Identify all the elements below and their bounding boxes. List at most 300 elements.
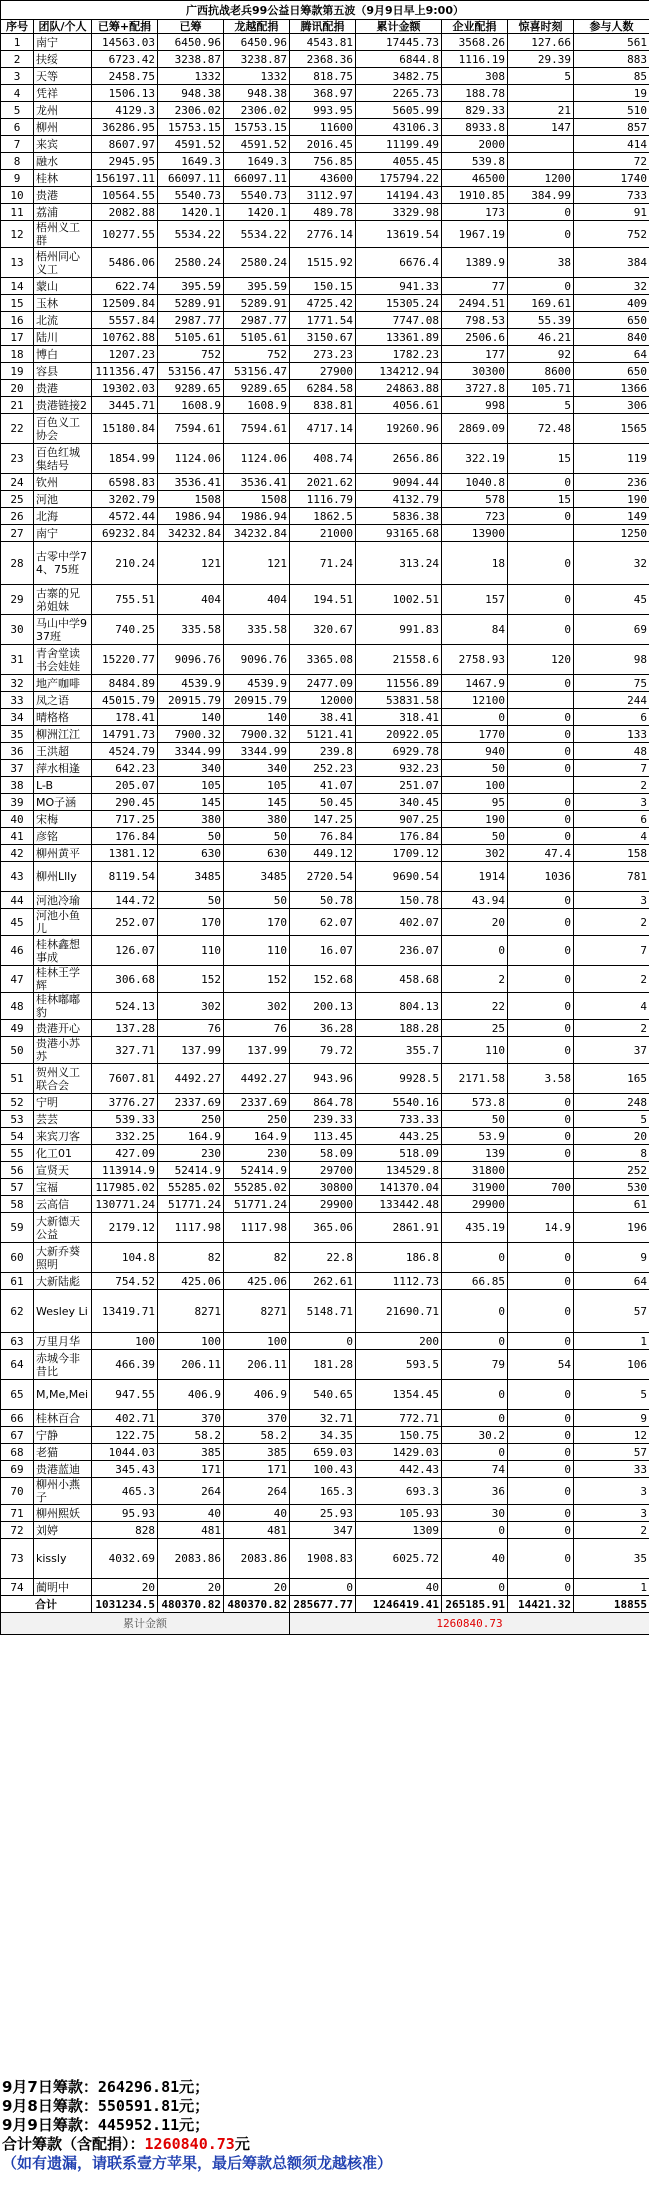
amount-cell: 181.28 [290, 1350, 356, 1380]
team-name: 马山中学937班 [34, 615, 92, 645]
row-index: 47 [1, 966, 34, 993]
amount-cell: 32 [574, 278, 649, 295]
amount-cell: 79 [442, 1350, 508, 1380]
amount-cell: 306.68 [92, 966, 158, 993]
amount-cell: 6676.4 [356, 248, 442, 278]
amount-cell: 53156.47 [224, 363, 290, 380]
amount-cell: 9 [574, 1410, 649, 1427]
amount-cell: 693.3 [356, 1478, 442, 1505]
table-row [1, 1522, 649, 1539]
amount-cell: 1116.79 [290, 491, 356, 508]
amount-cell: 4539.9 [224, 675, 290, 692]
table-row [1, 474, 649, 491]
amount-cell: 64 [574, 346, 649, 363]
table-row [1, 187, 649, 204]
amount-cell: 2 [574, 777, 649, 794]
amount-cell: 21690.71 [356, 1290, 442, 1333]
amount-cell: 385 [158, 1444, 224, 1461]
table-row [1, 862, 649, 892]
amount-cell: 5289.91 [224, 295, 290, 312]
amount-cell: 165.3 [290, 1478, 356, 1505]
amount-cell: 4717.14 [290, 414, 356, 444]
footer-line-total [0, 2135, 649, 2154]
amount-cell: 2 [574, 966, 649, 993]
amount-cell: 250 [224, 1111, 290, 1128]
row-index: 49 [1, 1020, 34, 1037]
amount-cell: 5540.16 [356, 1094, 442, 1111]
amount-cell: 14791.73 [92, 726, 158, 743]
team-name: 天等 [34, 68, 92, 85]
table-row [1, 1094, 649, 1111]
amount-cell: 105.93 [356, 1505, 442, 1522]
row-index: 16 [1, 312, 34, 329]
amount-cell: 1420.1 [158, 204, 224, 221]
team-name: 河池冷瑜 [34, 892, 92, 909]
amount-cell: 0 [508, 1579, 574, 1596]
amount-cell: 46.21 [508, 329, 574, 346]
amount-cell: 178.41 [92, 709, 158, 726]
amount-cell: 1366 [574, 380, 649, 397]
amount-cell: 2987.77 [158, 312, 224, 329]
amount-cell: 110 [158, 936, 224, 966]
table-row [1, 1162, 649, 1179]
table-row [1, 1444, 649, 1461]
amount-cell: 76 [224, 1020, 290, 1037]
grand-total-label: 累计金额 [1, 1613, 290, 1635]
amount-cell: 37 [574, 1037, 649, 1064]
amount-cell: 0 [508, 1037, 574, 1064]
footer-line-sep7 [0, 2078, 649, 2097]
amount-cell: 19 [574, 85, 649, 102]
amount-cell: 9289.65 [224, 380, 290, 397]
table-row [1, 936, 649, 966]
amount-cell: 91 [574, 204, 649, 221]
amount-cell: 630 [224, 845, 290, 862]
amount-cell: 3 [574, 1478, 649, 1505]
amount-cell: 6450.96 [224, 34, 290, 51]
amount-cell: 1862.5 [290, 508, 356, 525]
amount-cell: 0 [508, 1444, 574, 1461]
amount-cell: 907.25 [356, 811, 442, 828]
amount-cell: 449.12 [290, 845, 356, 862]
amount-cell: 370 [158, 1410, 224, 1427]
amount-cell: 818.75 [290, 68, 356, 85]
row-index: 20 [1, 380, 34, 397]
team-name: 王洪超 [34, 743, 92, 760]
amount-cell: 7607.81 [92, 1064, 158, 1094]
amount-cell: 176.84 [356, 828, 442, 845]
amount-cell: 95.93 [92, 1505, 158, 1522]
amount-cell: 5 [574, 1111, 649, 1128]
team-name: 古寨的兄弟姐妹 [34, 585, 92, 615]
amount-cell: 940 [442, 743, 508, 760]
amount-cell: 9096.76 [158, 645, 224, 675]
amount-cell: 4 [574, 828, 649, 845]
amount-cell: 0 [442, 1522, 508, 1539]
amount-cell: 98 [574, 645, 649, 675]
amount-cell: 4492.27 [224, 1064, 290, 1094]
amount-cell: 0 [508, 204, 574, 221]
team-name: 芸芸 [34, 1111, 92, 1128]
row-index: 6 [1, 119, 34, 136]
amount-cell: 0 [508, 743, 574, 760]
amount-cell: 75 [574, 675, 649, 692]
amount-cell: 0 [442, 1290, 508, 1333]
amount-cell: 62.07 [290, 909, 356, 936]
table-row [1, 1505, 649, 1522]
team-name: 贺州义工联合会 [34, 1064, 92, 1094]
row-index: 5 [1, 102, 34, 119]
row-index: 48 [1, 993, 34, 1020]
amount-cell: 20 [224, 1579, 290, 1596]
amount-cell: 20915.79 [224, 692, 290, 709]
team-name: 宋梅 [34, 811, 92, 828]
team-name: 大新陆彪 [34, 1273, 92, 1290]
amount-cell: 8 [574, 1145, 649, 1162]
amount-cell: 2861.91 [356, 1213, 442, 1243]
amount-cell: 173 [442, 204, 508, 221]
amount-cell: 46500 [442, 170, 508, 187]
amount-cell: 3365.08 [290, 645, 356, 675]
amount-cell: 140 [224, 709, 290, 726]
amount-cell: 8271 [158, 1290, 224, 1333]
amount-cell: 190 [574, 491, 649, 508]
amount-cell: 1389.9 [442, 248, 508, 278]
amount-cell: 236 [574, 474, 649, 491]
amount-cell: 1309 [356, 1522, 442, 1539]
amount-cell: 72 [574, 153, 649, 170]
amount-cell: 15 [508, 444, 574, 474]
row-index: 50 [1, 1037, 34, 1064]
row-index: 35 [1, 726, 34, 743]
header-row [1, 20, 649, 34]
amount-cell: 659.03 [290, 1444, 356, 1461]
amount-cell: 335.58 [158, 615, 224, 645]
amount-cell: 188.78 [442, 85, 508, 102]
amount-cell: 3344.99 [158, 743, 224, 760]
amount-cell: 186.8 [356, 1243, 442, 1273]
amount-cell: 302 [224, 993, 290, 1020]
amount-cell: 1782.23 [356, 346, 442, 363]
amount-cell: 402.71 [92, 1410, 158, 1427]
amount-cell: 6598.83 [92, 474, 158, 491]
amount-cell: 53.9 [442, 1128, 508, 1145]
amount-cell: 0 [508, 1094, 574, 1111]
row-index: 9 [1, 170, 34, 187]
amount-cell: 8271 [224, 1290, 290, 1333]
amount-cell: 230 [158, 1145, 224, 1162]
amount-cell: 3344.99 [224, 743, 290, 760]
table-row [1, 675, 649, 692]
team-name: 百色红城集结号 [34, 444, 92, 474]
amount-cell: 1709.12 [356, 845, 442, 862]
amount-cell: 0 [442, 1333, 508, 1350]
amount-cell: 66.85 [442, 1273, 508, 1290]
team-name: 凤之语 [34, 692, 92, 709]
amount-cell: 50 [224, 892, 290, 909]
amount-cell: 58.2 [158, 1427, 224, 1444]
total-row [1, 1596, 649, 1613]
team-name: 柳州 [34, 119, 92, 136]
row-index: 65 [1, 1380, 34, 1410]
amount-cell: 1515.92 [290, 248, 356, 278]
team-name: 萍水相逢 [34, 760, 92, 777]
amount-cell: 158 [574, 845, 649, 862]
amount-cell: 244 [574, 692, 649, 709]
amount-cell: 0 [508, 1427, 574, 1444]
column-header: 企业配捐 [442, 20, 508, 34]
amount-cell: 2083.86 [224, 1539, 290, 1579]
amount-cell: 828 [92, 1522, 158, 1539]
amount-cell: 2758.93 [442, 645, 508, 675]
amount-cell: 11556.89 [356, 675, 442, 692]
amount-cell: 9096.76 [224, 645, 290, 675]
amount-cell: 395.59 [158, 278, 224, 295]
amount-cell: 122.75 [92, 1427, 158, 1444]
amount-cell: 0 [508, 508, 574, 525]
amount-cell: 2776.14 [290, 221, 356, 248]
amount-cell: 100 [224, 1333, 290, 1350]
amount-cell: 145 [224, 794, 290, 811]
amount-cell: 948.38 [158, 85, 224, 102]
amount-cell: 8484.89 [92, 675, 158, 692]
amount-cell: 76 [158, 1020, 224, 1037]
amount-cell: 5148.71 [290, 1290, 356, 1333]
amount-cell: 404 [158, 585, 224, 615]
amount-cell: 539.33 [92, 1111, 158, 1128]
amount-cell: 756.85 [290, 153, 356, 170]
row-index: 40 [1, 811, 34, 828]
amount-cell: 370 [224, 1410, 290, 1427]
amount-cell: 15753.15 [158, 119, 224, 136]
team-name: 柳洲江江 [34, 726, 92, 743]
amount-cell: 941.33 [356, 278, 442, 295]
amount-cell: 5 [508, 68, 574, 85]
table-row [1, 380, 649, 397]
amount-cell: 144.72 [92, 892, 158, 909]
amount-cell: 64 [574, 1273, 649, 1290]
amount-cell: 1910.85 [442, 187, 508, 204]
amount-cell: 165 [574, 1064, 649, 1094]
amount-cell: 133 [574, 726, 649, 743]
team-name: 来宾刀客 [34, 1128, 92, 1145]
table-row [1, 363, 649, 380]
total-amount: 265185.91 [442, 1596, 508, 1613]
amount-cell: 630 [158, 845, 224, 862]
amount-cell: 717.25 [92, 811, 158, 828]
amount-cell: 43600 [290, 170, 356, 187]
amount-cell: 998 [442, 397, 508, 414]
amount-cell: 190 [442, 811, 508, 828]
amount-cell: 3 [574, 892, 649, 909]
row-index: 8 [1, 153, 34, 170]
amount-cell: 171 [224, 1461, 290, 1478]
amount-cell: 5557.84 [92, 312, 158, 329]
table-row [1, 312, 649, 329]
amount-cell: 30 [442, 1505, 508, 1522]
table-row [1, 221, 649, 248]
amount-cell: 137.99 [158, 1037, 224, 1064]
amount-cell: 141370.04 [356, 1179, 442, 1196]
amount-cell: 100 [442, 777, 508, 794]
amount-cell: 2082.88 [92, 204, 158, 221]
amount-cell: 489.78 [290, 204, 356, 221]
total-amount: 14421.32 [508, 1596, 574, 1613]
amount-cell: 7594.61 [158, 414, 224, 444]
row-index: 38 [1, 777, 34, 794]
amount-cell: 0 [508, 1461, 574, 1478]
amount-cell: 164.9 [158, 1128, 224, 1145]
amount-cell: 93165.68 [356, 525, 442, 542]
amount-cell: 0 [508, 966, 574, 993]
amount-cell: 2580.24 [158, 248, 224, 278]
amount-cell: 30300 [442, 363, 508, 380]
amount-cell: 0 [508, 993, 574, 1020]
sheet-title: 广西抗战老兵99公益日筹款第五波（9月9日早上9:00） [1, 1, 649, 20]
row-index: 18 [1, 346, 34, 363]
amount-cell: 32 [574, 542, 649, 585]
amount-cell: 2179.12 [92, 1213, 158, 1243]
amount-cell: 69 [574, 615, 649, 645]
amount-cell: 19302.03 [92, 380, 158, 397]
amount-cell: 5 [574, 1380, 649, 1410]
amount-cell: 3536.41 [158, 474, 224, 491]
team-name: 贵港小苏苏 [34, 1037, 92, 1064]
row-index: 11 [1, 204, 34, 221]
amount-cell: 1 [574, 1333, 649, 1350]
amount-cell: 52414.9 [158, 1162, 224, 1179]
table-row [1, 645, 649, 675]
amount-cell: 0 [442, 1444, 508, 1461]
row-index: 70 [1, 1478, 34, 1505]
amount-cell: 71.24 [290, 542, 356, 585]
amount-cell [508, 136, 574, 153]
amount-cell: 406.9 [224, 1380, 290, 1410]
amount-cell: 2306.02 [158, 102, 224, 119]
amount-cell: 332.25 [92, 1128, 158, 1145]
table-row [1, 1333, 649, 1350]
team-name: 梧州义工群 [34, 221, 92, 248]
amount-cell: 1 [574, 1579, 649, 1596]
amount-cell: 15305.24 [356, 295, 442, 312]
amount-cell: 13361.89 [356, 329, 442, 346]
table-row [1, 170, 649, 187]
team-name: 地产咖啡 [34, 675, 92, 692]
table-row [1, 1579, 649, 1596]
amount-cell: 21 [508, 102, 574, 119]
amount-cell: 55285.02 [224, 1179, 290, 1196]
team-name: 梧州同心义工 [34, 248, 92, 278]
amount-cell: 4055.45 [356, 153, 442, 170]
row-index: 34 [1, 709, 34, 726]
amount-cell: 857 [574, 119, 649, 136]
amount-cell: 152 [224, 966, 290, 993]
amount-cell: 53156.47 [158, 363, 224, 380]
amount-cell: 943.96 [290, 1064, 356, 1094]
amount-cell: 6 [574, 811, 649, 828]
amount-cell: 0 [508, 221, 574, 248]
table-row [1, 1196, 649, 1213]
row-index: 27 [1, 525, 34, 542]
amount-cell: 7 [574, 936, 649, 966]
amount-cell: 948.38 [224, 85, 290, 102]
amount-cell: 1467.9 [442, 675, 508, 692]
amount-cell: 66097.11 [158, 170, 224, 187]
amount-cell: 7900.32 [224, 726, 290, 743]
amount-cell: 262.61 [290, 1273, 356, 1290]
row-index: 17 [1, 329, 34, 346]
amount-cell: 0 [508, 1111, 574, 1128]
row-index: 3 [1, 68, 34, 85]
amount-cell: 92 [508, 346, 574, 363]
amount-cell: 170 [158, 909, 224, 936]
amount-cell: 2337.69 [224, 1094, 290, 1111]
table-row [1, 1111, 649, 1128]
team-name: 陆川 [34, 329, 92, 346]
amount-cell: 0 [508, 794, 574, 811]
row-index: 53 [1, 1111, 34, 1128]
amount-cell: 206.11 [224, 1350, 290, 1380]
row-index: 26 [1, 508, 34, 525]
amount-cell: 524.13 [92, 993, 158, 1020]
amount-cell: 829.33 [442, 102, 508, 119]
amount-cell: 36 [442, 1478, 508, 1505]
amount-cell: 273.23 [290, 346, 356, 363]
amount-cell: 2720.54 [290, 862, 356, 892]
amount-cell: 205.07 [92, 777, 158, 794]
row-index: 39 [1, 794, 34, 811]
amount-cell: 248 [574, 1094, 649, 1111]
row-index: 74 [1, 1579, 34, 1596]
amount-cell: 3536.41 [224, 474, 290, 491]
amount-cell: 126.07 [92, 936, 158, 966]
amount-cell: 754.52 [92, 1273, 158, 1290]
amount-cell: 82 [158, 1243, 224, 1273]
table-row [1, 508, 649, 525]
table-row [1, 346, 649, 363]
amount-cell: 345.43 [92, 1461, 158, 1478]
amount-cell: 435.19 [442, 1213, 508, 1243]
amount-cell: 4056.61 [356, 397, 442, 414]
amount-cell: 152.68 [290, 966, 356, 993]
amount-cell: 27900 [290, 363, 356, 380]
amount-cell: 5534.22 [224, 221, 290, 248]
amount-cell: 6844.8 [356, 51, 442, 68]
amount-cell: 29900 [290, 1196, 356, 1213]
table-row [1, 68, 649, 85]
amount-cell: 5121.41 [290, 726, 356, 743]
amount-cell: 3.58 [508, 1064, 574, 1094]
table-row [1, 777, 649, 794]
amount-cell: 650 [574, 312, 649, 329]
amount-cell [508, 85, 574, 102]
amount-cell: 302 [442, 845, 508, 862]
column-header: 累计金额 [356, 20, 442, 34]
row-index: 4 [1, 85, 34, 102]
amount-cell: 4591.52 [158, 136, 224, 153]
amount-cell: 29900 [442, 1196, 508, 1213]
amount-cell: 0 [508, 1380, 574, 1410]
row-index: 10 [1, 187, 34, 204]
team-name: 河池小鱼儿 [34, 909, 92, 936]
amount-cell: 0 [508, 615, 574, 645]
table-row [1, 892, 649, 909]
footer-label: 合计筹款（含配捐）： [2, 2135, 145, 2153]
amount-cell: 2 [574, 1020, 649, 1037]
amount-cell: 79.72 [290, 1037, 356, 1064]
amount-cell: 2458.75 [92, 68, 158, 85]
row-index: 13 [1, 248, 34, 278]
